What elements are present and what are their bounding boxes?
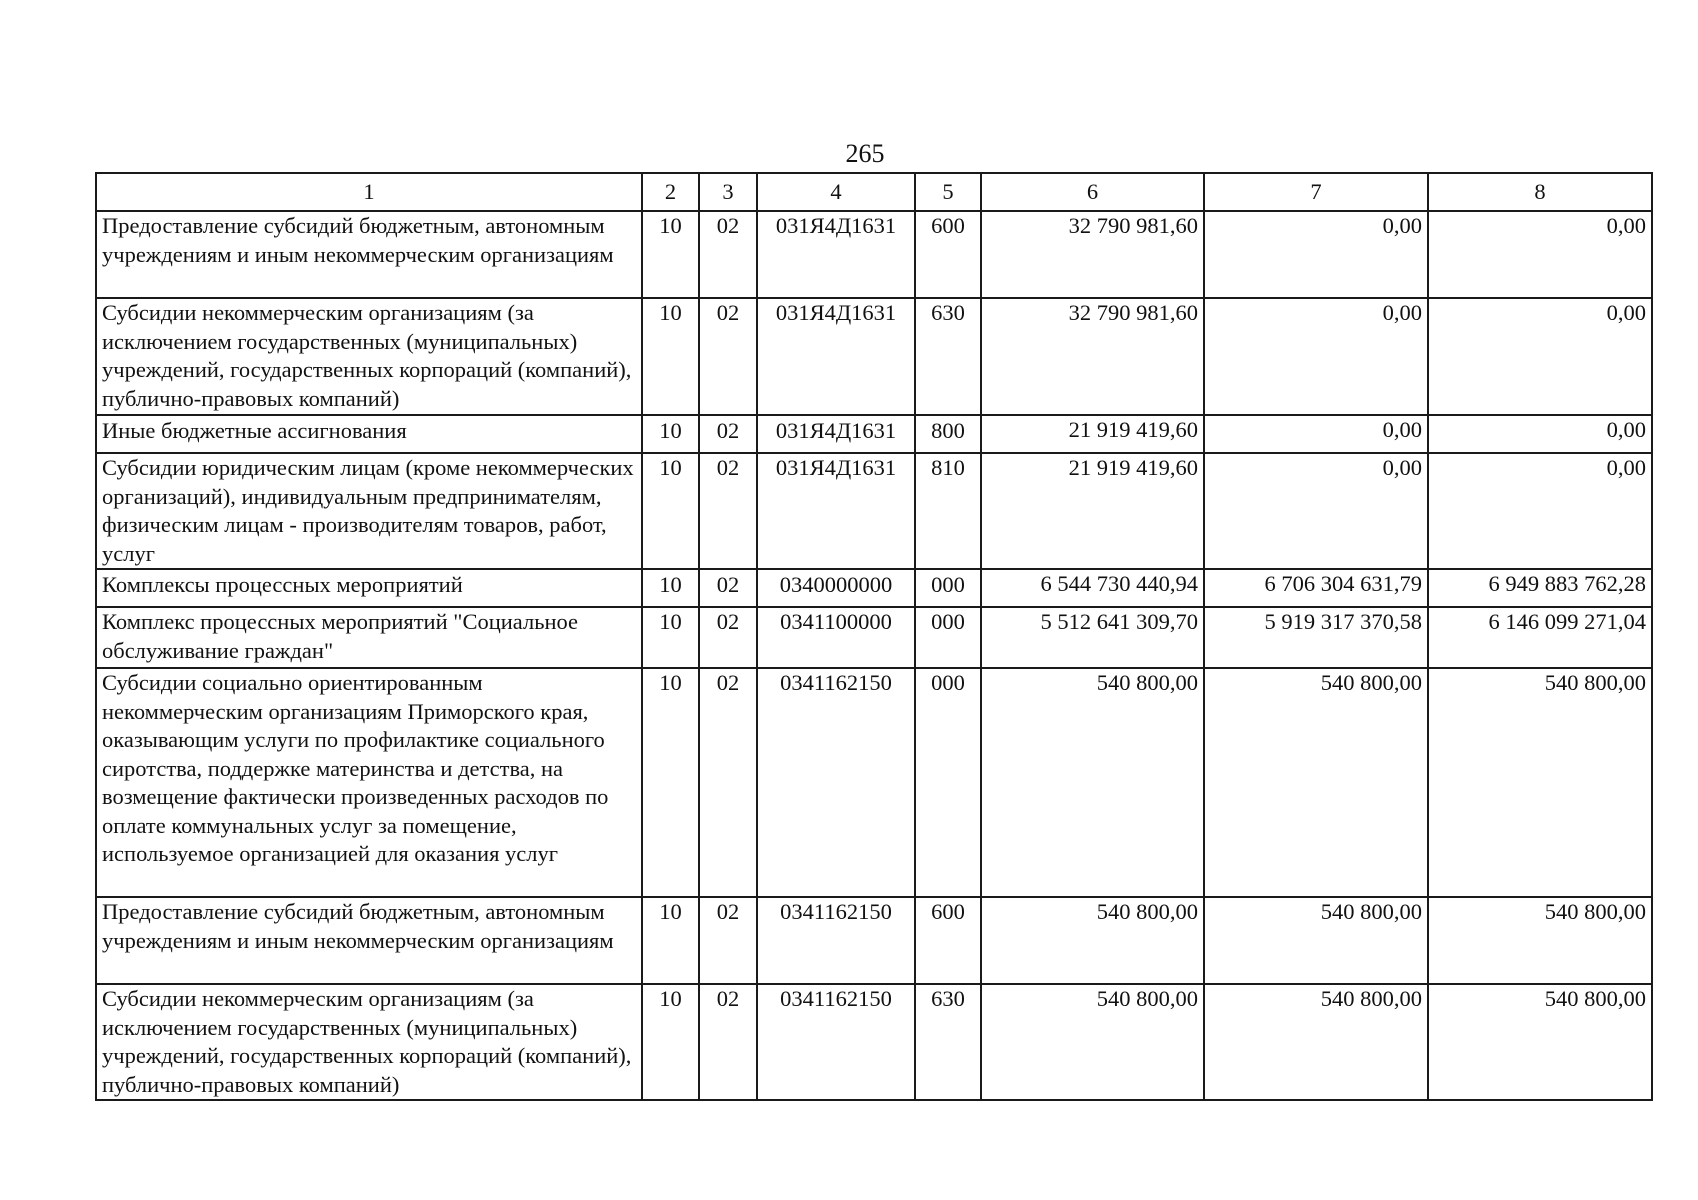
row-name: Субсидии социально ориентированным некоммерческим организациям Приморского края, оказывающим услуги по профилактике социального сиротства, поддержке материнства и детства, на возмещение фактически произведенных расходов по оплате коммунальных услуг за помещение, используемое организацией для оказания услуг (96, 668, 642, 897)
table-row (96, 668, 1652, 897)
row-subsection: 02 (699, 668, 757, 897)
row-value-6: 21 919 419,60 (981, 415, 1204, 453)
row-subsection: 02 (699, 897, 757, 984)
row-value-6: 6 544 730 440,94 (981, 569, 1204, 607)
header-col-6: 6 (981, 173, 1204, 211)
row-value-6: 32 790 981,60 (981, 298, 1204, 415)
row-value-7: 540 800,00 (1204, 668, 1428, 897)
header-col-1: 1 (96, 173, 642, 211)
row-name: Иные бюджетные ассигнования (96, 415, 642, 453)
row-name: Предоставление субсидий бюджетным, автономным учреждениям и иным некоммерческим организациям (96, 211, 642, 298)
row-section: 10 (642, 607, 699, 668)
row-subsection: 02 (699, 569, 757, 607)
row-target-article: 0341162150 (757, 668, 915, 897)
row-value-8: 6 146 099 271,04 (1428, 607, 1652, 668)
table-row (96, 415, 1652, 453)
row-value-7: 0,00 (1204, 211, 1428, 298)
row-section: 10 (642, 453, 699, 569)
row-subsection: 02 (699, 453, 757, 569)
table-row (96, 211, 1652, 298)
row-value-7: 5 919 317 370,58 (1204, 607, 1428, 668)
row-value-7: 6 706 304 631,79 (1204, 569, 1428, 607)
row-subsection: 02 (699, 984, 757, 1100)
table-row (96, 984, 1652, 1100)
row-expense-type: 630 (915, 298, 981, 415)
row-section: 10 (642, 569, 699, 607)
row-name: Субсидии некоммерческим организациям (за исключением государственных (муниципальных) учреждений, государственных корпораций (компаний), публично-правовых компаний) (96, 298, 642, 415)
row-expense-type: 600 (915, 211, 981, 298)
row-value-6: 21 919 419,60 (981, 453, 1204, 569)
row-value-8: 0,00 (1428, 211, 1652, 298)
row-target-article: 0341162150 (757, 897, 915, 984)
row-target-article: 031Я4Д1631 (757, 453, 915, 569)
row-target-article: 031Я4Д1631 (757, 298, 915, 415)
row-value-8: 540 800,00 (1428, 668, 1652, 897)
row-subsection: 02 (699, 415, 757, 453)
row-value-7: 0,00 (1204, 415, 1428, 453)
table-row (96, 607, 1652, 668)
row-expense-type: 600 (915, 897, 981, 984)
row-value-6: 540 800,00 (981, 897, 1204, 984)
header-col-8: 8 (1428, 173, 1652, 211)
row-value-6: 540 800,00 (981, 984, 1204, 1100)
row-subsection: 02 (699, 607, 757, 668)
row-section: 10 (642, 668, 699, 897)
row-value-8: 6 949 883 762,28 (1428, 569, 1652, 607)
header-col-7: 7 (1204, 173, 1428, 211)
header-col-2: 2 (642, 173, 699, 211)
row-value-7: 0,00 (1204, 453, 1428, 569)
table-row (96, 569, 1652, 607)
row-subsection: 02 (699, 298, 757, 415)
row-name: Субсидии юридическим лицам (кроме некоммерческих организаций), индивидуальным предпринимателям, физическим лицам - производителям товаров, работ, услуг (96, 453, 642, 569)
row-value-6: 540 800,00 (981, 668, 1204, 897)
row-expense-type: 000 (915, 668, 981, 897)
row-target-article: 0340000000 (757, 569, 915, 607)
header-col-3: 3 (699, 173, 757, 211)
row-target-article: 031Я4Д1631 (757, 415, 915, 453)
row-subsection: 02 (699, 211, 757, 298)
row-name: Комплекс процессных мероприятий "Социальное обслуживание граждан" (96, 607, 642, 668)
row-target-article: 0341100000 (757, 607, 915, 668)
row-value-7: 540 800,00 (1204, 897, 1428, 984)
budget-table (95, 172, 1653, 1101)
row-expense-type: 810 (915, 453, 981, 569)
row-value-8: 0,00 (1428, 298, 1652, 415)
row-section: 10 (642, 211, 699, 298)
row-value-8: 540 800,00 (1428, 984, 1652, 1100)
row-name: Предоставление субсидий бюджетным, автономным учреждениям и иным некоммерческим организациям (96, 897, 642, 984)
row-section: 10 (642, 984, 699, 1100)
row-name: Субсидии некоммерческим организациям (за исключением государственных (муниципальных) учреждений, государственных корпораций (компаний), публично-правовых компаний) (96, 984, 642, 1100)
row-expense-type: 800 (915, 415, 981, 453)
row-section: 10 (642, 415, 699, 453)
row-expense-type: 630 (915, 984, 981, 1100)
row-section: 10 (642, 897, 699, 984)
row-value-8: 0,00 (1428, 453, 1652, 569)
row-value-8: 0,00 (1428, 415, 1652, 453)
header-col-4: 4 (757, 173, 915, 211)
row-name: Комплексы процессных мероприятий (96, 569, 642, 607)
row-target-article: 0341162150 (757, 984, 915, 1100)
table-row (96, 453, 1652, 569)
row-section: 10 (642, 298, 699, 415)
row-expense-type: 000 (915, 607, 981, 668)
table-row (96, 298, 1652, 415)
table-row (96, 897, 1652, 984)
row-value-6: 32 790 981,60 (981, 211, 1204, 298)
row-value-7: 540 800,00 (1204, 984, 1428, 1100)
page-number: 265 (845, 139, 885, 168)
header-row (96, 173, 1652, 211)
row-value-8: 540 800,00 (1428, 897, 1652, 984)
row-value-6: 5 512 641 309,70 (981, 607, 1204, 668)
header-col-5: 5 (915, 173, 981, 211)
row-value-7: 0,00 (1204, 298, 1428, 415)
row-expense-type: 000 (915, 569, 981, 607)
row-target-article: 031Я4Д1631 (757, 211, 915, 298)
